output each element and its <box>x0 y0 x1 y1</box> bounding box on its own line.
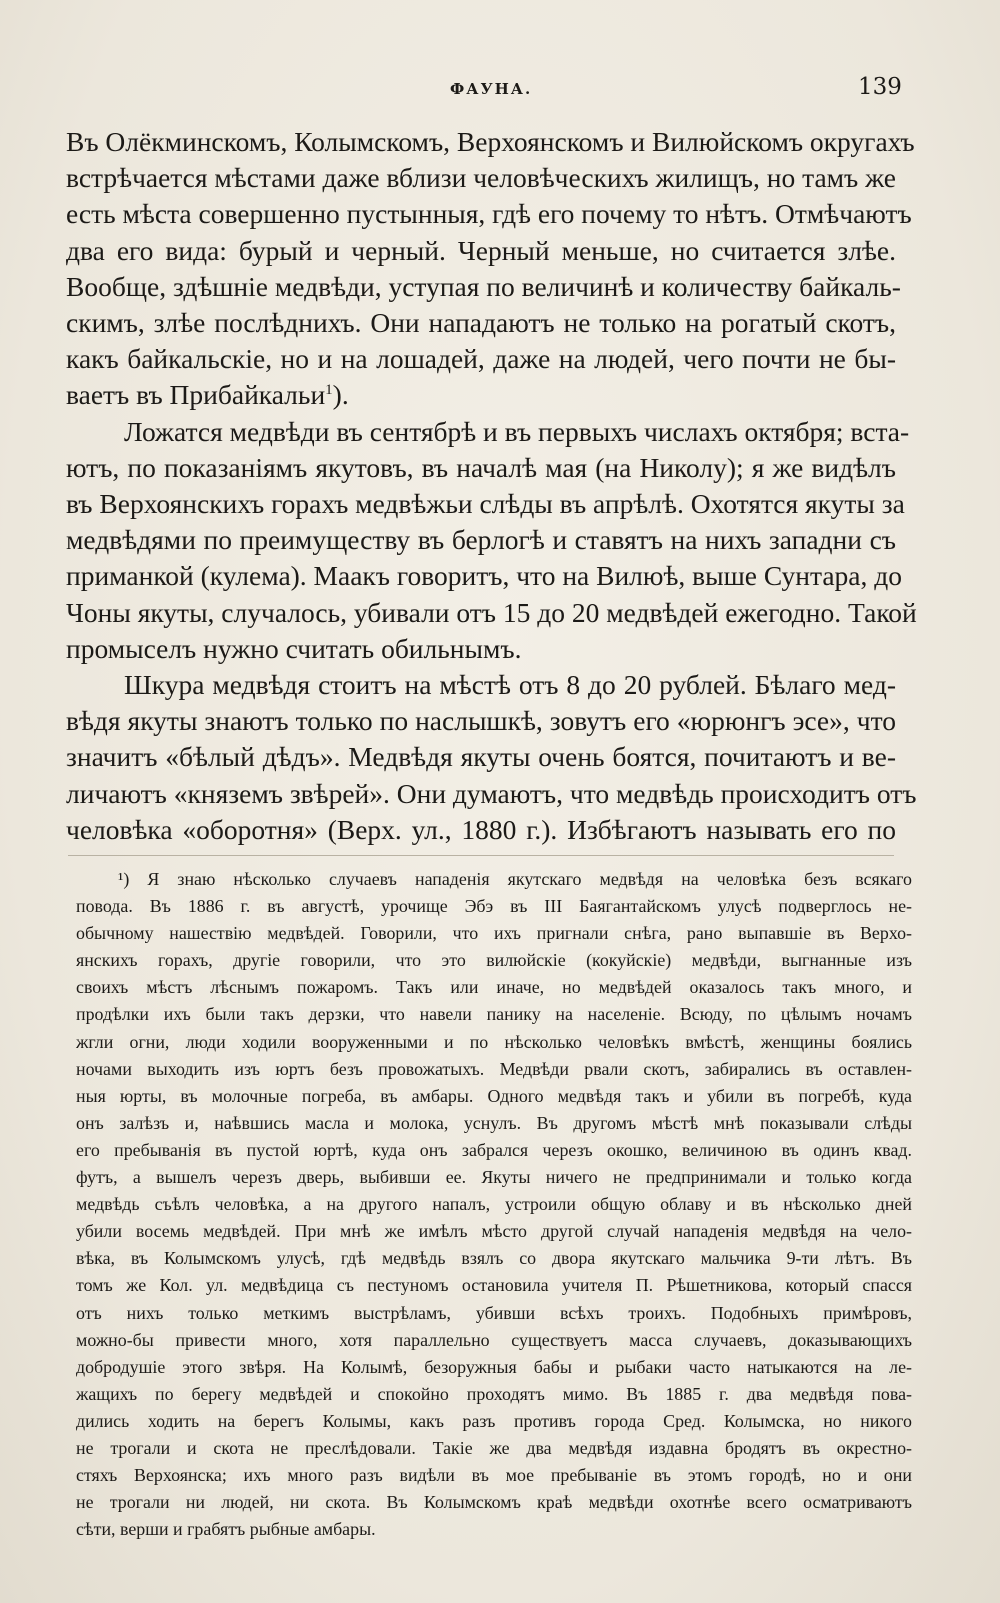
footnote-line: медвѣдь съѣлъ человѣка, а на другого напалъ, устроили общую облаву и въ нѣсколько дней <box>76 1194 912 1215</box>
footnote-line: жгли огни, люди ходили вооруженными и по нѣсколько человѣкъ вмѣстѣ, женщины боялись <box>76 1031 912 1052</box>
footnote-marker: 1 <box>325 382 333 399</box>
body-line: Ложатся медвѣди въ сентябрѣ и въ первыхъ числахъ октября; вста- <box>124 415 910 447</box>
footnote-line: янскихъ горахъ, другіе говорили, что это вилюйскіе (кокуйскіе) медвѣди, выгнанные изъ <box>76 950 912 971</box>
main-text <box>66 124 917 848</box>
footnote-line: своихъ мѣстъ лѣснымъ пожаромъ. Такъ или иначе, но медвѣдей оказалось такъ много, и <box>76 977 912 998</box>
body-line: промыселъ нужно считать обильнымъ. <box>66 632 522 664</box>
body-line: Въ Олёкминскомъ, Колымскомъ, Верхоянскомъ и Вилюйскомъ округахъ <box>66 126 915 157</box>
body-line: приманкой (кулема). Маакъ говоритъ, что на Вилюѣ, выше Сунтара, до <box>66 560 902 592</box>
body-line: скимъ, злѣе послѣднихъ. Они нападаютъ не только на рогатый скотъ, <box>66 307 896 339</box>
page-number: 139 <box>858 74 902 100</box>
footnote <box>76 866 912 1543</box>
footnote-line: не трогали ни людей, ни скота. Въ Колымскомъ краѣ медвѣди охотнѣе всего осматриваютъ <box>76 1492 912 1513</box>
body-line: личаютъ «княземъ звѣрей». Они думаютъ, что медвѣдь происходитъ отъ <box>66 777 917 809</box>
footnote-line: вѣка, въ Колымскомъ улусѣ, гдѣ медвѣдь взялъ со двора якутскаго мальчика 9-ти лѣтъ. Въ <box>76 1248 912 1269</box>
body-line: Шкура медвѣдя стоитъ на мѣстѣ отъ 8 до 20 рублей. Бѣлаго мед- <box>124 669 896 701</box>
footnote-line: стяхъ Верхоянска; ихъ много разъ видѣли въ мое пребываніе въ этомъ городѣ, но и они <box>76 1465 912 1486</box>
running-head: ФАУНА. <box>450 80 533 98</box>
footnote-line: его пребыванія въ пустой юртѣ, куда онъ забрался черезъ окошко, величиною въ одинъ квад. <box>76 1139 912 1160</box>
footnote-line: ночами выходить изъ юртъ безъ провожатыхъ. Медвѣди рвали скотъ, забирались въ оставлен- <box>76 1058 912 1079</box>
body-line: ютъ, по показаніямъ якутовъ, въ началѣ мая (на Николу); я же видѣлъ <box>66 451 896 483</box>
footnote-line: сѣти, верши и грабятъ рыбные амбары. <box>76 1519 376 1540</box>
footnote-line: продѣлки ихъ были такъ дерзки, что навели панику на населеніе. Всюду, по цѣлымъ ночамъ <box>76 1004 912 1025</box>
footnote-line: футъ, а вышелъ черезъ дверь, выбивши ее. Якуты ничего не предпринимали и только когда <box>76 1167 912 1188</box>
footnote-line: повода. Въ 1886 г. въ августѣ, урочище Эбэ въ III Баягантайскомъ улусѣ подверглось не- <box>76 896 912 917</box>
footnote-line: можно-бы привести много, хотя параллельно существуетъ масса случаевъ, доказывающихъ <box>76 1329 912 1350</box>
body-line: ваетъ въ Прибайкальи$^1$). <box>66 379 349 411</box>
footnote-line: не трогали и скота не преслѣдовали. Такіе же два медвѣдя издавна бродятъ въ окрестно- <box>76 1437 912 1458</box>
body-line: въ Верхоянскихъ горахъ медвѣжьи слѣды въ апрѣлѣ. Охотятся якуты за <box>66 488 905 520</box>
body-line: есть мѣста совершенно пустынныя, гдѣ его почему то нѣтъ. Отмѣчаютъ <box>66 198 912 230</box>
body-line: вѣдя якуты знаютъ только по наслышкѣ, зовутъ его «юрюнгъ эсе», что <box>66 705 896 737</box>
body-line: встрѣчается мѣстами даже вблизи человѣческихъ жилищъ, но тамъ же <box>66 162 896 194</box>
footnote-line: убили восемь медвѣдей. При мнѣ же имѣлъ мѣсто другой случай нападенія медвѣдя на чело- <box>76 1221 912 1242</box>
footnote-line: жащихъ по берегу медвѣдей и спокойно проходятъ мимо. Въ 1885 г. два медвѣдя пова- <box>76 1383 912 1404</box>
footnote-line: ныя юрты, въ молочные погреба, въ амбары. Одного медвѣдя такъ и убили въ погребѣ, куда <box>76 1085 912 1106</box>
footnote-line: томъ же Кол. ул. медвѣдица съ пестуномъ остановила учителя П. Рѣшетникова, который спасся <box>76 1275 912 1296</box>
footnote-line: отъ нихъ только меткимъ выстрѣламъ, убивши всѣхъ троихъ. Подобныхъ примѣровъ, <box>76 1302 912 1323</box>
body-line: два его вида: бурый и черный. Черный меньше, но считается злѣе. <box>66 234 896 266</box>
body-line: человѣка «оборотня» (Верх. ул., 1880 г.). Избѣгаютъ называть его по <box>66 813 896 845</box>
body-line: медвѣдями по преимуществу въ берлогѣ и ставятъ на нихъ западни съ <box>66 524 896 556</box>
body-line: Чоны якуты, случалось, убивали отъ 15 до 20 медвѣдей ежегодно. Такой <box>66 596 917 628</box>
footnote-line: онъ залѣзъ и, наѣвшись масла и молока, уснулъ. Въ другомъ мѣстѣ мнѣ показывали слѣды <box>76 1112 912 1133</box>
footnote-line: добродушіе этого звѣря. На Колымѣ, безоружныя бабы и рыбаки часто натыкаются на ле- <box>76 1356 912 1377</box>
footnote-line: ¹) Я знаю нѣсколько случаевъ нападенія якутскаго медвѣдя на человѣка безъ всякаго <box>118 869 912 889</box>
body-line: какъ байкальскіе, но и на лошадей, даже на людей, чего почти не бы- <box>66 343 896 375</box>
body-line: значитъ «бѣлый дѣдъ». Медвѣдя якуты очень боятся, почитаютъ и ве- <box>66 741 896 773</box>
footnote-line: дились ходить на берегъ Колымы, какъ разъ противъ города Сред. Колымска, но никого <box>76 1410 912 1431</box>
footnote-line: обычному нашествію медвѣдей. Говорили, что ихъ пригнали снѣга, рано выпавшіе въ Верхо- <box>76 923 912 944</box>
body-line: Вообще, здѣшніе медвѣди, уступая по величинѣ и количеству байкаль- <box>66 270 901 302</box>
footnote-separator <box>68 855 894 856</box>
